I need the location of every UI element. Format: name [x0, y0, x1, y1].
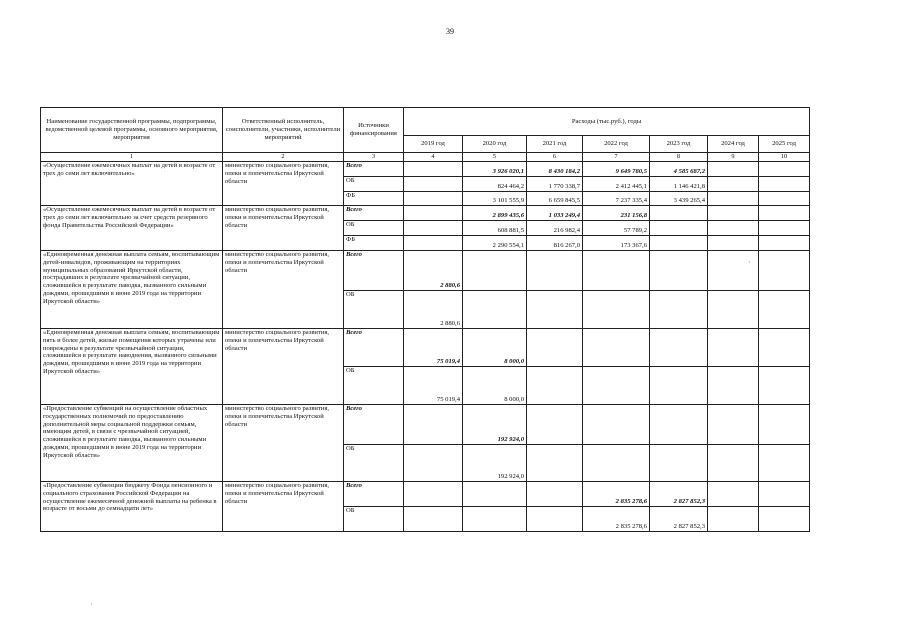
expense-value [404, 445, 463, 482]
measure-name: «Единовременная денежная выплата семьям, воспитывающим детей-инвалидов, проживающим на территориях муниципальных образований Иркутской области, пострадавших в результате чрезвычайной ситуации, сложившейся в результате паводка, вызванного сильными дождями, прошедшими в июне 2019 года на территории Иркутской области» [41, 251, 223, 329]
measure-executor: министерство социального развития, опеки и попечительства Иркутской области [223, 206, 344, 251]
measure-name: «Предоставление субвенций на осуществление областных государственных полномочий по предоставлению дополнительной меры социальной поддержки семьям, имеющим детей, в связи с чрезвычайной ситуацией, сложившейся в результате паводка, вызванного сильными дождями, прошедшими в июне 2019 года на территории Иркутской области» [41, 405, 223, 482]
column-index: 5 [463, 153, 527, 162]
header-year: 2020 год [463, 136, 527, 153]
table-row [41, 405, 810, 445]
header-year: 2019 год [404, 136, 463, 153]
expense-value [708, 507, 759, 532]
funding-source: Всего [344, 162, 404, 177]
expense-value: 192 924,0 [463, 445, 527, 482]
expense-value: 8 000,0 [463, 367, 527, 405]
expense-value: 608 881,5 [463, 221, 527, 236]
expense-value [404, 192, 463, 206]
funding-source: ФБ [344, 192, 404, 206]
expense-value [404, 206, 463, 221]
expense-value [583, 291, 650, 329]
funding-source: Всего [344, 206, 404, 221]
measure-name: «Единовременная денежная выплата семьям, воспитывающим пять и более детей, жилые помещения которых утрачены или повреждены в результате чрезвычайной ситуации, сложившейся в результате наводнения, вызванного сильными дождями, прошедшими в июне 2019 года на территории Иркутской области» [41, 329, 223, 405]
expense-value: 1 770 338,7 [527, 177, 583, 192]
header-program: Наименование государственной программы, подпрограммы, ведомственной целевой программы, основного мероприятия, мероприятия [41, 108, 223, 153]
column-index: 10 [759, 153, 810, 162]
expense-value [404, 507, 463, 532]
expense-value [583, 329, 650, 367]
header-year: 2021 год [527, 136, 583, 153]
measure-executor: министерство социального развития, опеки и попечительства Иркутской области [223, 329, 344, 405]
expense-value [708, 251, 759, 291]
expense-value [463, 482, 527, 507]
expense-value [708, 291, 759, 329]
expense-value [759, 236, 810, 251]
expense-value: 3 926 020,1 [463, 162, 527, 177]
header-expenses: Расходы (тыс.руб.), годы [404, 108, 810, 136]
expense-value: 75 019,4 [404, 367, 463, 405]
table-row [41, 482, 810, 507]
measure-executor: министерство социального развития, опеки и попечительства Иркутской области [223, 482, 344, 532]
header-year: 2022 год [583, 136, 650, 153]
measure-name: «Предоставление субвенции бюджету Фонда пенсионного и социального страхования Российской Федерации на осуществление ежемесячной денежной выплаты на ребенка в возрасте от восьми до семнадцати лет» [41, 482, 223, 532]
funding-source: ФБ [344, 236, 404, 251]
expense-value [708, 192, 759, 206]
expense-value: 2 827 852,3 [650, 482, 708, 507]
expense-value [583, 367, 650, 405]
measure-executor: министерство социального развития, опеки и попечительства Иркутской области [223, 162, 344, 206]
expense-value [527, 291, 583, 329]
expense-value [708, 329, 759, 367]
funding-source: ОБ [344, 291, 404, 329]
funding-source: ОБ [344, 445, 404, 482]
scan-speck: · [90, 600, 93, 609]
header-year: 2024 год [708, 136, 759, 153]
expense-value: 1 033 249,4 [527, 206, 583, 221]
funding-source: ОБ [344, 507, 404, 532]
header-year: 2025 год [759, 136, 810, 153]
expense-value: 8 430 184,2 [527, 162, 583, 177]
expense-value [759, 329, 810, 367]
expense-value [650, 251, 708, 291]
expense-value [708, 206, 759, 221]
funding-source: Всего [344, 482, 404, 507]
expense-value: 2 880,6 [404, 251, 463, 291]
expense-value: 2 412 445,1 [583, 177, 650, 192]
expense-value [708, 445, 759, 482]
expense-value [404, 482, 463, 507]
expense-value [650, 206, 708, 221]
column-index: 3 [344, 153, 404, 162]
expense-value [759, 162, 810, 177]
expense-value: 3 101 555,9 [463, 192, 527, 206]
expense-value: 1 146 421,8 [650, 177, 708, 192]
expense-value [527, 251, 583, 291]
expense-value [583, 405, 650, 445]
column-index: 9 [708, 153, 759, 162]
expense-value [463, 251, 527, 291]
expense-value [759, 445, 810, 482]
expense-value [708, 162, 759, 177]
expense-value [708, 367, 759, 405]
expense-value [759, 291, 810, 329]
expense-value [527, 367, 583, 405]
expense-value [583, 445, 650, 482]
expense-value: 57 789,2 [583, 221, 650, 236]
expense-value [463, 291, 527, 329]
page-number: 39 [446, 27, 454, 36]
column-index: 1 [41, 153, 223, 162]
expense-value: 2 899 435,6 [463, 206, 527, 221]
measure-name: «Осуществление ежемесячных выплат на детей в возрасте от трех до семи лет включительно» [41, 162, 223, 206]
expense-value [527, 405, 583, 445]
table-row [41, 206, 810, 221]
expense-value [650, 367, 708, 405]
expense-value: 2 827 852,3 [650, 507, 708, 532]
expense-value [759, 507, 810, 532]
header-source: Источники финансирования [344, 108, 404, 153]
table-row [41, 251, 810, 291]
expense-value [404, 162, 463, 177]
expense-value [708, 177, 759, 192]
expense-value [527, 482, 583, 507]
funding-source: Всего [344, 405, 404, 445]
column-index: 8 [650, 153, 708, 162]
measure-name: «Осуществление ежемесячных выплат на детей в возрасте от трех до семи лет включительно за счет средств резервного фонда Правительства Российской Федерации» [41, 206, 223, 251]
expense-value [650, 291, 708, 329]
expense-value [404, 236, 463, 251]
expense-value: 192 924,0 [463, 405, 527, 445]
expense-value [404, 221, 463, 236]
column-index: 6 [527, 153, 583, 162]
expense-value [650, 445, 708, 482]
expense-value: 231 156,8 [583, 206, 650, 221]
expense-value: 816 267,0 [527, 236, 583, 251]
funding-source: ОБ [344, 177, 404, 192]
expense-value: 2 290 554,1 [463, 236, 527, 251]
expense-value: 75 019,4 [404, 329, 463, 367]
expense-value: 9 649 780,5 [583, 162, 650, 177]
expense-value [650, 329, 708, 367]
expense-value [404, 405, 463, 445]
funding-source: ОБ [344, 367, 404, 405]
expense-value [650, 221, 708, 236]
table-body [41, 162, 810, 532]
table-row [41, 162, 810, 177]
expense-value [527, 507, 583, 532]
table-row [41, 329, 810, 367]
expense-value [759, 177, 810, 192]
expense-value [650, 236, 708, 251]
funding-source: Всего [344, 329, 404, 367]
expense-value: 216 982,4 [527, 221, 583, 236]
expense-value [759, 192, 810, 206]
expense-value: 3 439 265,4 [650, 192, 708, 206]
expense-value [583, 251, 650, 291]
funding-source: ОБ [344, 221, 404, 236]
expense-value [708, 405, 759, 445]
expense-value [527, 329, 583, 367]
column-index: 4 [404, 153, 463, 162]
expense-value: 2 835 278,6 [583, 482, 650, 507]
measure-executor: министерство социального развития, опеки и попечительства Иркутской области [223, 405, 344, 482]
expense-value [759, 251, 810, 291]
expense-value: 2 880,6 [404, 291, 463, 329]
column-index: 2 [223, 153, 344, 162]
measure-executor: министерство социального развития, опеки и попечительства Иркутской области [223, 251, 344, 329]
header-executor: Ответственный исполнитель, соисполнители, участники, исполнители мероприятий [223, 108, 344, 153]
header-year: 2023 год [650, 136, 708, 153]
scan-speck: · [748, 258, 751, 267]
expense-value [759, 221, 810, 236]
expense-value: 6 659 845,5 [527, 192, 583, 206]
expense-value: 8 000,0 [463, 329, 527, 367]
expense-value [759, 367, 810, 405]
expense-value: 7 237 335,4 [583, 192, 650, 206]
expense-value [650, 405, 708, 445]
column-index: 7 [583, 153, 650, 162]
expense-value [759, 405, 810, 445]
funding-source: Всего [344, 251, 404, 291]
expense-value: 2 835 278,6 [583, 507, 650, 532]
expense-value [527, 445, 583, 482]
expense-value [404, 177, 463, 192]
expense-value [708, 221, 759, 236]
expense-value: 173 367,6 [583, 236, 650, 251]
expense-value [708, 482, 759, 507]
expense-value: 4 585 687,2 [650, 162, 708, 177]
expense-value: 824 464,2 [463, 177, 527, 192]
expense-value [708, 236, 759, 251]
expense-value [759, 206, 810, 221]
expense-value [759, 482, 810, 507]
expense-value [463, 507, 527, 532]
expenses-table [40, 107, 810, 532]
